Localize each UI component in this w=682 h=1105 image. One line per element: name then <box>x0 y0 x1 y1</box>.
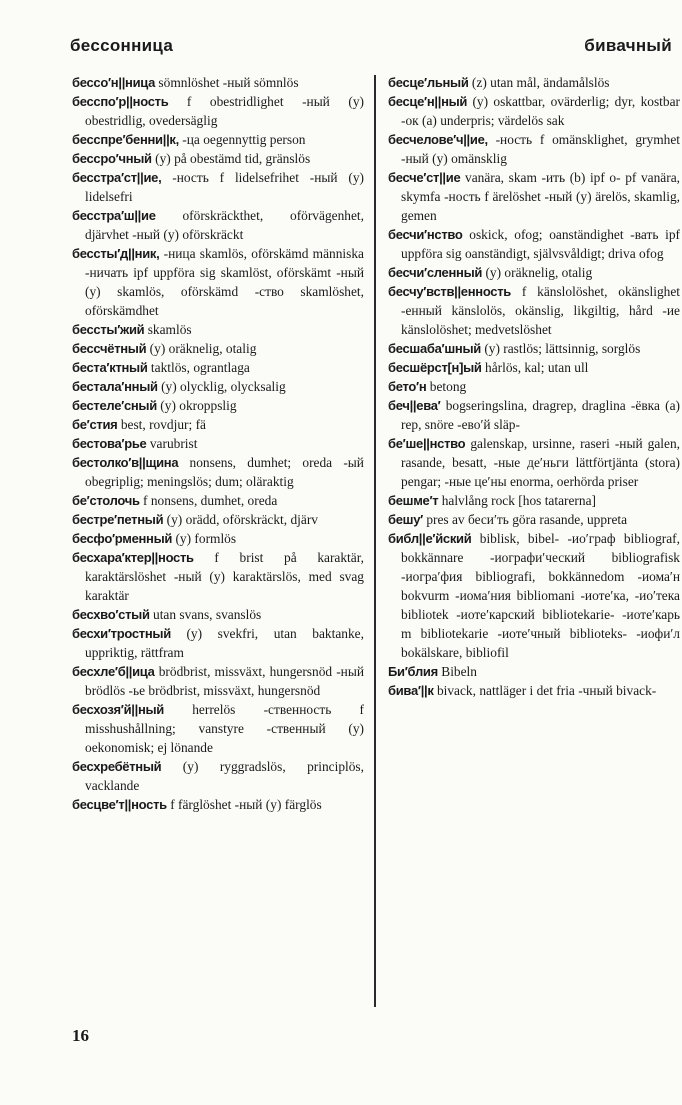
dictionary-entry <box>388 168 680 225</box>
entry-headword: бессо′н||ница <box>72 75 156 90</box>
dictionary-entry <box>72 548 364 605</box>
dictionary-entry <box>388 491 680 510</box>
entry-definition: brödbrist, missväxt, hungersnöd -ный brödlös -ье brödbrist, missväxt, hungersnöd <box>85 664 364 698</box>
entry-headword: бесхво′стый <box>72 607 150 622</box>
entry-headword: бесче′ст||ие <box>388 170 461 185</box>
entry-headword: бессты′д||ник, <box>72 246 160 261</box>
dictionary-entry <box>388 510 680 529</box>
dictionary-entry <box>72 339 364 358</box>
entry-definition: (y) svekfri, utan baktanke, uppriktig, rättfram <box>85 626 364 660</box>
entry-definition: f känslolöshet, okänslighet -енный känslolös, okänslig, likgiltig, hård -ие känslolöshet; medvetslöshet <box>401 284 680 337</box>
entry-headword: бе′ше||нство <box>388 436 466 451</box>
entry-definition: (y) olycklig, olycksalig <box>161 379 286 394</box>
dictionary-entry <box>388 263 680 282</box>
entry-headword: бето′н <box>388 379 427 394</box>
entry-definition: f brist på karaktär, karaktärslöshet -ный (y) karaktärslös, med svag karaktär <box>85 550 364 603</box>
entry-definition: (y) oskattbar, ovärderlig; dyr, kostbar -ок (a) underpris; värdelös sak <box>401 94 680 128</box>
entry-definition: oskick, ofog; oanständighet -вать ipf uppföra sig oanständigt, självsvåldigt; driva ofog <box>401 227 681 261</box>
dictionary-entry <box>72 453 364 491</box>
entry-headword: бесхозя′й||ный <box>72 702 164 717</box>
dictionary-entry <box>388 662 680 681</box>
entry-definition: (y) ryggradslös, principlös, vacklande <box>85 759 364 793</box>
entry-definition: best, rovdjur; fä <box>120 417 206 432</box>
entry-headword: бесшёрст[н]ый <box>388 360 482 375</box>
entry-headword: бестала′нный <box>72 379 158 394</box>
dictionary-entry <box>72 320 364 339</box>
entry-definition: nonsens, dumhet; oreda -ый obegriplig; meningslös; dum; oläraktig <box>85 455 364 489</box>
dictionary-entry <box>388 225 680 263</box>
dictionary-entry <box>72 73 364 92</box>
entry-definition: bivack, nattläger i det fria -чный bivack- <box>436 683 657 698</box>
entry-headword: бесце′льный <box>388 75 469 90</box>
entry-headword: бесчи′сленный <box>388 265 483 280</box>
dictionary-entry <box>72 700 364 757</box>
entry-headword: бестеле′сный <box>72 398 157 413</box>
entry-headword: Би′блия <box>388 664 438 679</box>
entry-headword: бесхи′тростный <box>72 626 171 641</box>
entry-headword: бе′столочь <box>72 493 140 508</box>
entry-headword: бе′стия <box>72 417 118 432</box>
entry-headword: бесспре′бенни||к, <box>72 132 179 147</box>
entry-headword: бестова′рье <box>72 436 147 451</box>
dictionary-entry <box>72 358 364 377</box>
right-guide-word: бивачный <box>584 36 672 55</box>
dictionary-entry <box>72 130 364 149</box>
entry-headword: бесстра′ш||ие <box>72 208 156 223</box>
entry-headword: бесцве′т||ность <box>72 797 167 812</box>
entry-definition: bogseringslina, dragrep, draglina -ёвка (a) rep, snöre -ево′й släp- <box>401 398 680 432</box>
entry-headword: бесчелове′ч||ие, <box>388 132 488 147</box>
entry-definition: utan svans, svanslös <box>153 607 262 622</box>
entry-definition: f färglöshet -ный (y) färglös <box>170 797 322 812</box>
entry-definition: galenskap, ursinne, raseri -ный galen, rasande, besatt, -ные де′ньги lättförtjänta (stora) pengar; -ные це′ны enorma, oerhörda priser <box>401 436 680 489</box>
column-divider <box>374 75 376 1007</box>
left-column <box>72 73 364 814</box>
dictionary-entry <box>72 605 364 624</box>
dictionary-entry <box>388 73 680 92</box>
dictionary-entry <box>388 282 680 339</box>
entry-definition: f obestridlighet -ный (y) obestridlig, ovedersäglig <box>85 94 364 128</box>
entry-headword: бесфо′рменный <box>72 531 173 546</box>
entry-headword: бесхле′б||ица <box>72 664 155 679</box>
entry-definition: (y) rastlös; lättsinnig, sorglös <box>484 341 641 356</box>
dictionary-entry <box>72 396 364 415</box>
entry-headword: бесхребётный <box>72 759 162 774</box>
dictionary-entry <box>388 92 680 130</box>
entry-headword: бессчётный <box>72 341 147 356</box>
entry-definition: hårlös, kal; utan ull <box>485 360 589 375</box>
entry-definition: (y) på obestämd tid, gränslös <box>155 151 311 166</box>
entry-headword: бесце′н||ный <box>388 94 468 109</box>
entry-definition: -ность f omänsklighet, grymhet -ный (y) omänsklig <box>401 132 680 166</box>
dictionary-entry <box>72 434 364 453</box>
dictionary-entry <box>388 529 680 662</box>
entry-definition: (y) oräknelig, otalig <box>485 265 593 280</box>
entry-headword: библ||е′йский <box>388 531 472 546</box>
entry-headword: бессро′чный <box>72 151 152 166</box>
dictionary-entry <box>72 92 364 130</box>
entry-definition: (y) orädd, oförskräckt, djärv <box>166 512 318 527</box>
dictionary-entry <box>72 149 364 168</box>
dictionary-entry <box>72 510 364 529</box>
entry-headword: бесхара′ктер||ность <box>72 550 194 565</box>
entry-headword: бесчу′вств||енность <box>388 284 511 299</box>
dictionary-entry <box>72 491 364 510</box>
entry-headword: бестолко′в||щина <box>72 455 179 470</box>
entry-definition: (y) okroppslig <box>160 398 237 413</box>
entry-definition: herrelös -ственность f misshushållning; vanstyre -ственный (y) oekonomisk; ej lönande <box>85 702 364 755</box>
dictionary-entry <box>72 529 364 548</box>
dictionary-entry <box>388 681 680 700</box>
dictionary-entry <box>72 168 364 206</box>
entry-definition: taktlös, ograntlaga <box>150 360 250 375</box>
entry-definition: (y) formlös <box>175 531 237 546</box>
entry-definition: biblisk, bibel- -ио′граф bibliograf, bokkännare -иографи′ческий bibliografisk -иогра′фия bibliografi, bokkännedom -иома′н bokvurm -иома′ния bibliomani -иоте′ка, -ио′тека bibliotek -иоте′карский bibliotekarie- -иоте′карь m bibliotekarie -иоте′чный biblioteks- -иофи′л bokälskare, bibliofil <box>401 531 680 660</box>
entry-definition: -ница skamlös, oförskämd människa -ничать ipf uppföra sig skamlöst, oförskämt -ный (y) skamlös, oförskämd -ство skamlöshet, oförskämdhet <box>85 246 364 318</box>
right-column <box>388 73 680 700</box>
entry-definition: f nonsens, dumhet, oreda <box>143 493 278 508</box>
entry-headword: беста′ктный <box>72 360 148 375</box>
entry-headword: бива′||к <box>388 683 434 698</box>
entry-definition: skamlös <box>147 322 192 337</box>
entry-definition: (y) oräknelig, otalig <box>149 341 257 356</box>
dictionary-entry <box>72 244 364 320</box>
entry-definition: vanära, skam -ить (b) ipf о- pf vanära, skymfa -ность f ärelöshet -ный (y) ärelös, skamlig, gemen <box>401 170 680 223</box>
entry-definition: -ность f lidelsefrihet -ный (y) lidelsefri <box>85 170 364 204</box>
page-number: 16 <box>72 1026 89 1045</box>
dictionary-entry <box>72 662 364 700</box>
left-guide-word: бессонница <box>70 36 174 55</box>
entry-headword: бессты′жий <box>72 322 145 337</box>
entry-definition: halvlång rock [hos tatarerna] <box>441 493 596 508</box>
entry-headword: бешу′ <box>388 512 423 527</box>
entry-headword: бешме′т <box>388 493 439 508</box>
dictionary-entry <box>72 206 364 244</box>
entry-definition: (z) utan mål, ändamålslös <box>471 75 610 90</box>
entry-definition: -ца oegennyttig person <box>182 132 306 147</box>
entry-headword: бесстра′ст||ие, <box>72 170 162 185</box>
dictionary-entry <box>388 377 680 396</box>
dictionary-entry <box>388 396 680 434</box>
entry-definition: oförskräckthet, oförvägenhet, djärvhet -ный (y) oförskräckt <box>85 208 364 242</box>
dictionary-entry <box>388 339 680 358</box>
dictionary-entry <box>72 377 364 396</box>
entry-definition: Bibeln <box>441 664 477 679</box>
dictionary-entry <box>388 358 680 377</box>
dictionary-entry <box>388 130 680 168</box>
page-header <box>70 36 672 60</box>
dictionary-entry <box>388 434 680 491</box>
entry-headword: беч||ева′ <box>388 398 441 413</box>
entry-definition: betong <box>429 379 467 394</box>
entry-headword: бесшаба′шный <box>388 341 481 356</box>
dictionary-entry <box>72 757 364 795</box>
entry-headword: бесспо′р||ность <box>72 94 169 109</box>
entry-definition: pres av беси′ть göra rasande, uppreta <box>426 512 628 527</box>
entry-definition: varubrist <box>149 436 198 451</box>
entry-headword: бесчи′нство <box>388 227 463 242</box>
dictionary-entry <box>72 624 364 662</box>
entry-headword: бестре′петный <box>72 512 164 527</box>
dictionary-entry <box>72 795 364 814</box>
entry-definition: sömnlöshet -ный sömnlös <box>158 75 299 90</box>
dictionary-entry <box>72 415 364 434</box>
